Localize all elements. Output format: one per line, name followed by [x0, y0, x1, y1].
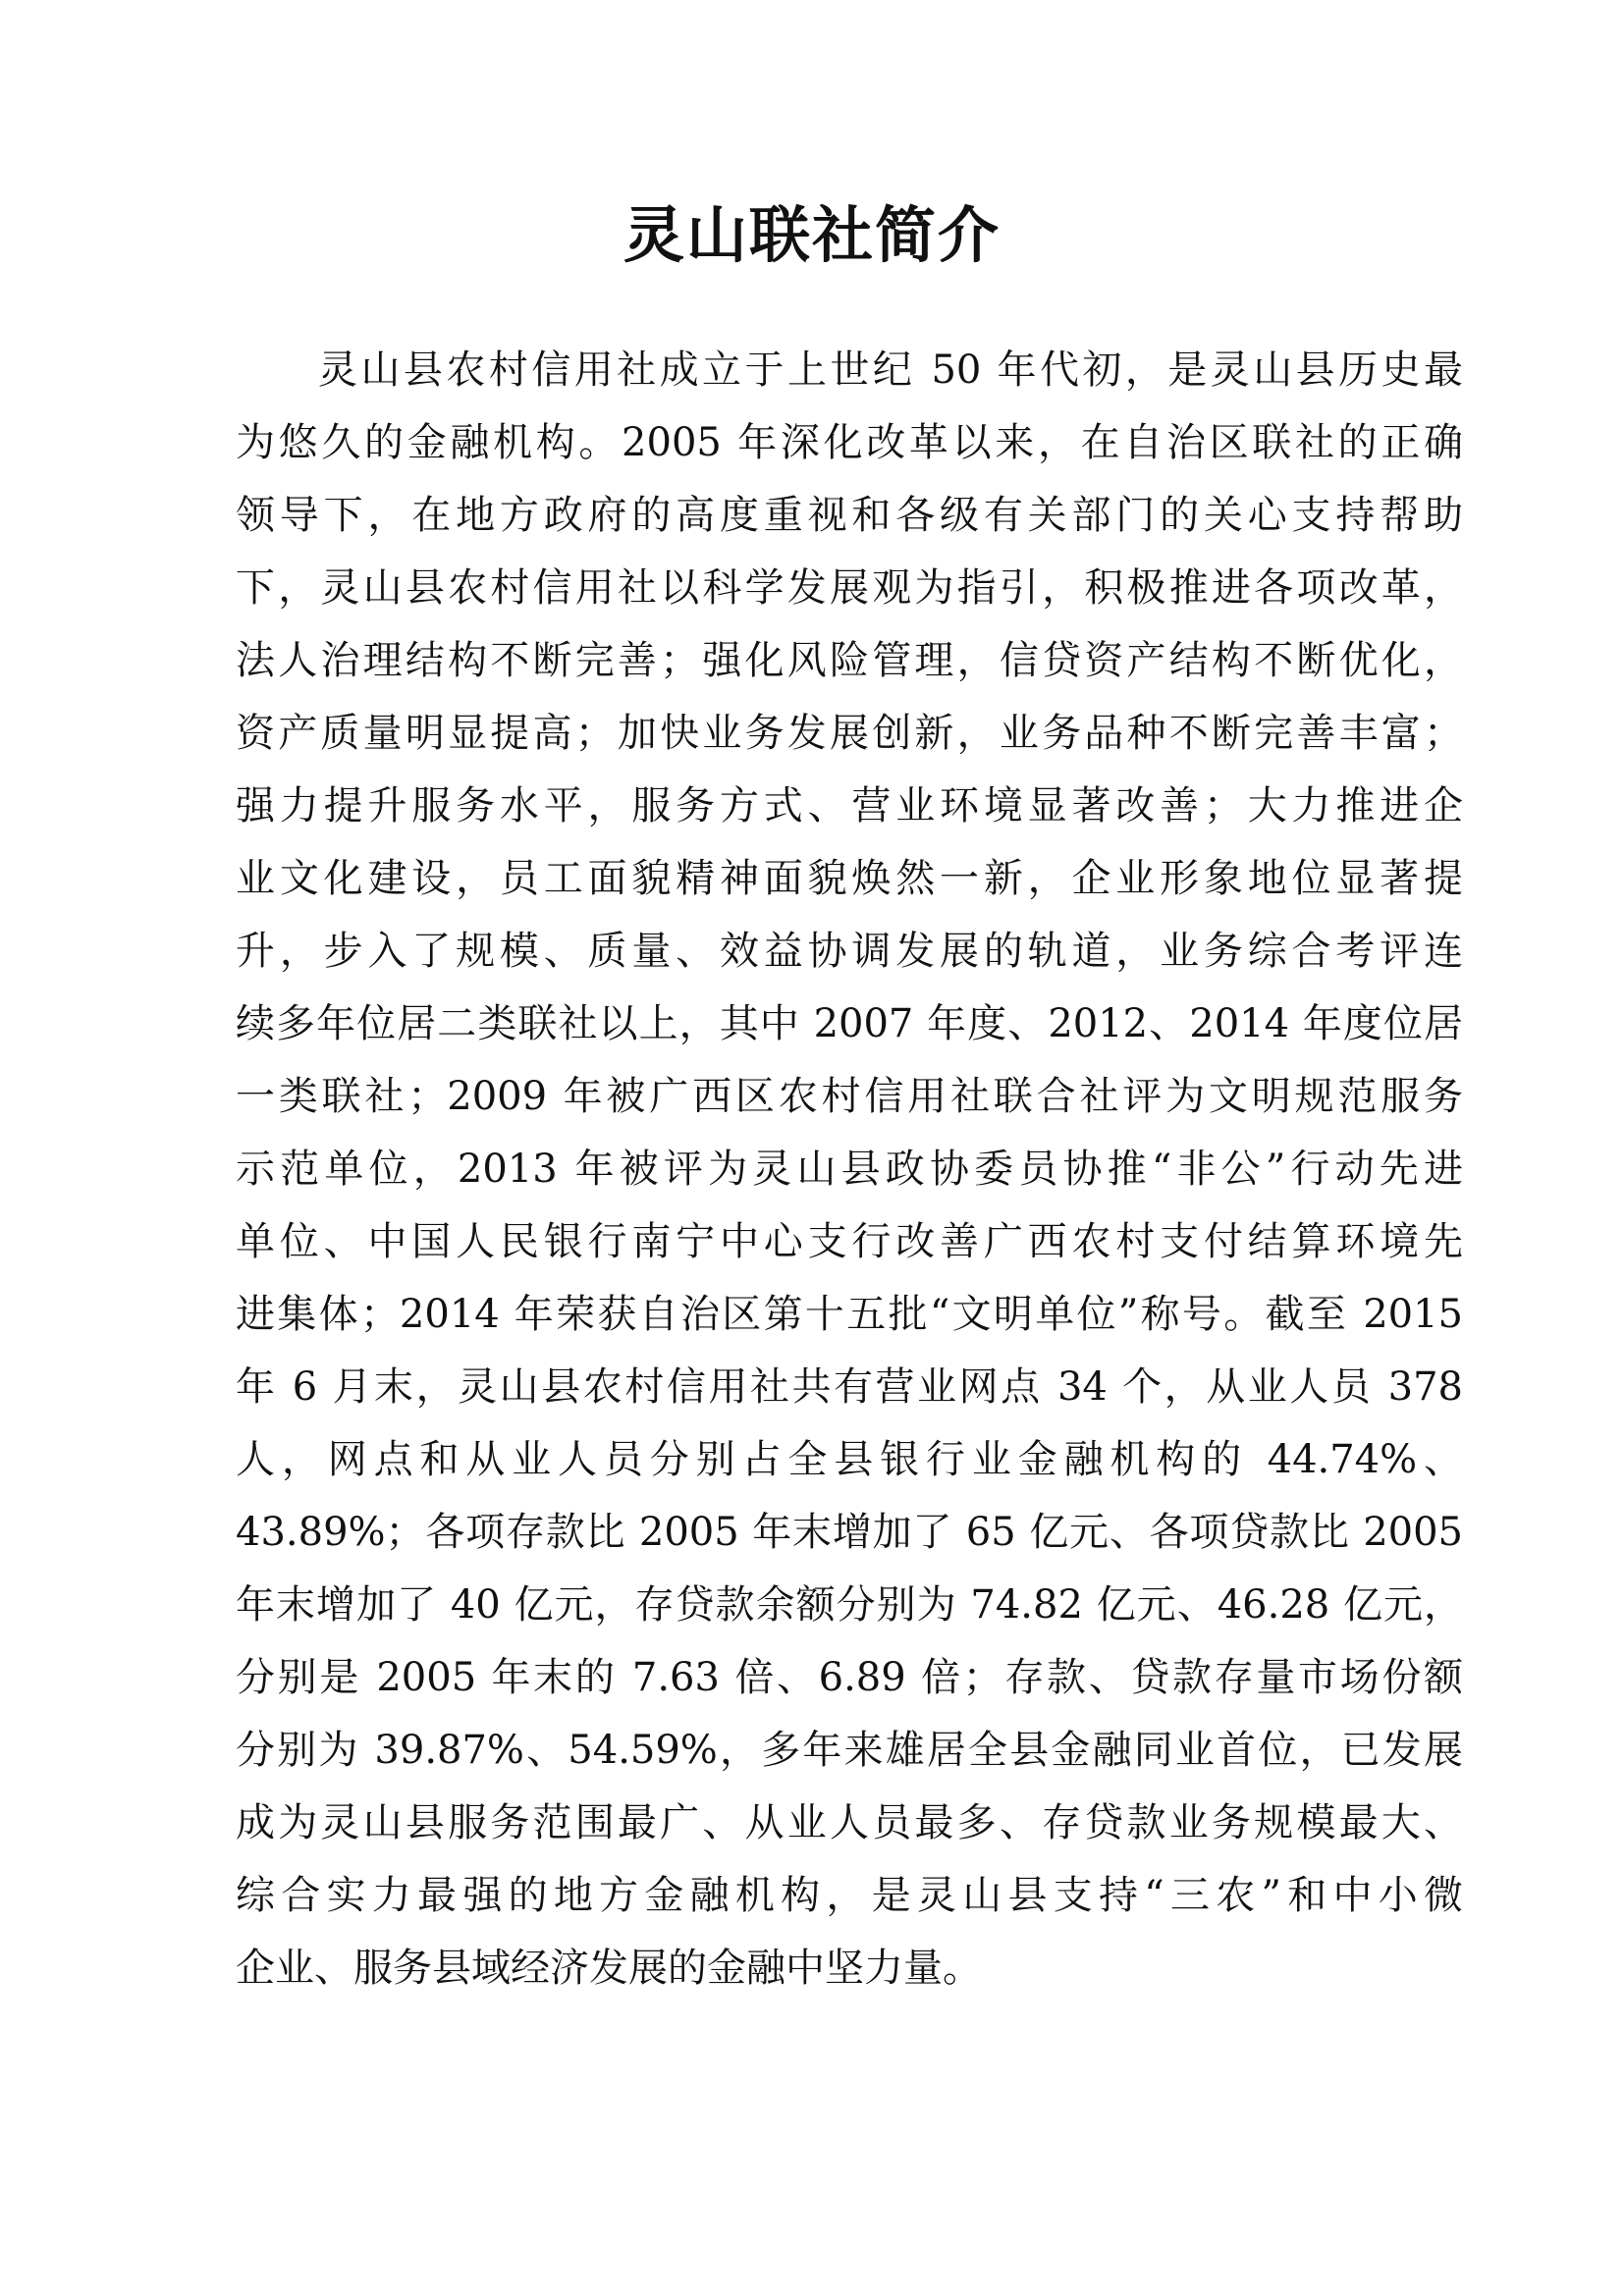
- paragraph-line: 年 6 月末，灵山县农村信用社共有营业网点 34 个，从业人员 378: [236, 1364, 1463, 1410]
- paragraph-line: 升，步入了规模、质量、效益协调发展的轨道，业务综合考评连: [236, 929, 1463, 974]
- paragraph-line: 分别是 2005 年末的 7.63 倍、6.89 倍；存款、贷款存量市场份额: [236, 1655, 1463, 1700]
- paragraph-line: 43.89%；各项存款比 2005 年末增加了 65 亿元、各项贷款比 2005: [236, 1510, 1463, 1555]
- document-body: [236, 334, 1463, 2004]
- paragraph-line: 业文化建设，员工面貌精神面貌焕然一新，企业形象地位显著提: [236, 856, 1463, 901]
- paragraph-line: 人，网点和从业人员分别占全县银行业金融机构的 44.74%、: [236, 1437, 1463, 1482]
- paragraph-line: 领导下，在地方政府的高度重视和各级有关部门的关心支持帮助: [236, 493, 1463, 538]
- paragraph-line: 为悠久的金融机构。2005 年深化改革以来，在自治区联社的正确: [236, 420, 1463, 465]
- paragraph-line: 进集体；2014 年荣获自治区第十五批“文明单位”称号。截至 2015: [236, 1292, 1463, 1337]
- paragraph-line: 资产质量明显提高；加快业务发展创新，业务品种不断完善丰富；: [236, 711, 1463, 756]
- document-title: 灵山联社简介: [623, 199, 1001, 271]
- paragraph-line: 法人治理结构不断完善；强化风险管理，信贷资产结构不断优化，: [236, 638, 1463, 683]
- paragraph-line: 强力提升服务水平，服务方式、营业环境显著改善；大力推进企: [236, 783, 1463, 828]
- paragraph-line: 灵山县农村信用社成立于上世纪 50 年代初，是灵山县历史最: [318, 347, 1463, 393]
- paragraph-line: 一类联社；2009 年被广西区农村信用社联合社评为文明规范服务: [236, 1074, 1463, 1119]
- paragraph-line: 下，灵山县农村信用社以科学发展观为指引，积极推进各项改革，: [236, 565, 1463, 611]
- paragraph-line: 企业、服务县域经济发展的金融中坚力量。: [236, 1946, 982, 1991]
- paragraph-line: 续多年位居二类联社以上，其中 2007 年度、2012、2014 年度位居: [236, 1001, 1463, 1046]
- paragraph-line: 示范单位，2013 年被评为灵山县政协委员协推“非公”行动先进: [236, 1147, 1463, 1192]
- paragraph-line: 综合实力最强的地方金融机构，是灵山县支持“三农”和中小微: [236, 1873, 1463, 1918]
- paragraph-line: 单位、中国人民银行南宁中心支行改善广西农村支付结算环境先: [236, 1219, 1463, 1264]
- paragraph-line: 年末增加了 40 亿元，存贷款余额分别为 74.82 亿元、46.28 亿元，: [236, 1582, 1463, 1628]
- paragraph-line: 分别为 39.87%、54.59%，多年来雄居全县金融同业首位，已发展: [236, 1728, 1463, 1773]
- paragraph-line: 成为灵山县服务范围最广、从业人员最多、存贷款业务规模最大、: [236, 1800, 1463, 1845]
